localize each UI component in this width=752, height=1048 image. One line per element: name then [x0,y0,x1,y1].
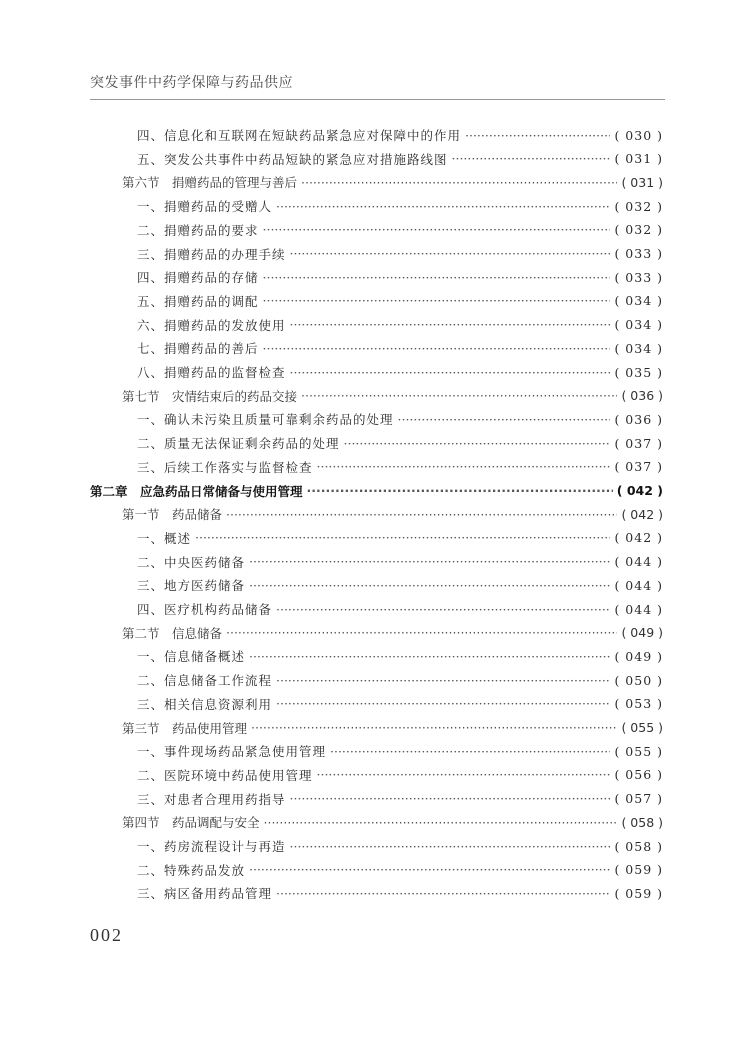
toc-entry-title: 一、事件现场药品紧急使用管理 [137,744,327,760]
toc-entry-page: ( 042 ) [621,506,663,522]
toc-entry-page: ( 036 ) [614,411,663,427]
toc-entry-page: ( 032 ) [614,198,663,214]
toc-section-row [122,718,663,738]
toc-entry-page: ( 034 ) [614,340,663,356]
toc-section-row [122,812,663,832]
toc-entry-page: ( 055 ) [614,743,663,759]
toc-item-row [137,528,663,548]
toc-entry-title: 四、医疗机构药品储备 [137,602,273,617]
toc-entry-title: 六、捐赠药品的发放使用 [137,317,286,333]
toc-leader-dots [290,246,611,261]
toc-leader-dots [290,317,611,332]
toc-leader-dots [276,673,610,688]
toc-entry-page: ( 058 ) [614,838,663,854]
toc-entry-page: ( 042 ) [614,530,663,546]
toc-entry-title: 三、地方医药储备 [137,578,246,594]
toc-leader-dots [465,128,610,143]
toc-entry-title: 第一节 药品储备 [122,507,223,523]
toc-leader-dots [249,649,610,664]
toc-item-row [137,765,663,785]
toc-item-row [137,149,663,169]
toc-entry-title: 二、信息储备工作流程 [137,673,273,689]
toc-item-row [137,670,663,690]
toc-leader-dots [249,578,610,593]
toc-leader-dots [276,602,610,617]
toc-item-row [137,267,663,287]
toc-leader-dots [301,175,617,190]
toc-entry-page: ( 050 ) [614,672,663,688]
toc-item-row [137,836,663,856]
toc-entry-title: 三、后续工作落实与监督检查 [137,459,313,475]
toc-leader-dots [301,388,617,403]
toc-item-row [137,789,663,809]
toc-leader-dots [264,815,618,830]
toc-section-row [122,386,663,406]
toc-entry-page: ( 037 ) [614,459,663,475]
toc-entry-page: ( 059 ) [614,862,663,878]
toc-entry-title: 第七节 灾情结束后的药品交接 [122,388,298,404]
toc-entry-page: ( 055 ) [621,720,663,735]
toc-entry-page: ( 036 ) [621,388,663,404]
toc-leader-dots [226,625,617,640]
toc-leader-dots [195,530,610,545]
page-number: 002 [90,925,123,945]
toc-entry-title: 二、捐赠药品的要求 [137,222,259,238]
toc-entry-title: 二、质量无法保证剩余药品的处理 [137,436,340,452]
toc-entry-page: ( 034 ) [614,317,663,333]
header-rule [90,99,665,100]
toc-entry-title: 八、捐赠药品的监督检查 [137,365,286,380]
toc-entry-title: 第四节 药品调配与安全 [122,815,260,831]
toc-leader-dots [251,720,617,735]
toc-entry-page: ( 044 ) [614,554,663,570]
toc-leader-dots [290,791,611,806]
toc-item-row [137,315,663,335]
toc-leader-dots [263,341,611,356]
toc-leader-dots [317,767,611,782]
toc-entry-title: 一、捐赠药品的受赠人 [137,199,273,215]
toc-leader-dots [317,459,611,474]
toc-entry-page: ( 044 ) [614,601,663,617]
toc-entry-page: ( 056 ) [614,767,663,783]
toc-leader-dots [276,696,610,711]
toc-entry-title: 三、对患者合理用药指导 [137,791,286,807]
toc-item-row [137,457,663,477]
toc-item-row [137,694,663,714]
toc-entry-title: 三、相关信息资源利用 [137,696,273,712]
toc-leader-dots [290,839,611,854]
toc-entry-page: ( 033 ) [614,246,663,261]
toc-item-row [137,220,663,240]
toc-item-row [137,552,663,572]
toc-leader-dots [452,151,611,166]
toc-item-row [137,433,663,453]
toc-entry-title: 一、确认未污染且质量可靠剩余药品的处理 [137,412,394,428]
toc-item-row [137,362,663,382]
toc-entry-title: 二、特殊药品发放 [137,862,246,878]
toc-entry-title: 四、捐赠药品的存储 [137,270,259,286]
toc-entry-title: 第二节 信息储备 [122,625,223,641]
toc-leader-dots [330,744,610,759]
toc-entry-title: 三、病区备用药品管理 [137,886,273,902]
toc-entry-page: ( 049 ) [614,648,663,664]
toc-entry-title: 第三节 药品使用管理 [122,720,248,736]
toc-section-row [122,172,663,192]
toc-item-row [137,291,663,311]
toc-item-row [137,196,663,216]
toc-entry-page: ( 032 ) [614,222,663,238]
toc-entry-page: ( 037 ) [614,435,663,451]
toc-entry-title: 二、医院环境中药品使用管理 [137,767,313,783]
toc-entry-page: ( 044 ) [614,577,663,593]
toc-section-row [122,623,663,643]
toc-leader-dots [249,554,610,569]
toc-leader-dots [263,293,611,308]
toc-entry-page: ( 033 ) [614,269,663,285]
toc-entry-page: ( 059 ) [614,885,663,901]
toc-entry-title: 五、捐赠药品的调配 [137,293,259,309]
toc-leader-dots [263,222,611,237]
toc-item-row [137,741,663,761]
toc-item-row [137,575,663,595]
toc-entry-page: ( 053 ) [614,696,663,712]
toc-item-row [137,883,663,903]
toc-entry-page: ( 042 ) [616,483,663,498]
toc-leader-dots [226,507,617,522]
toc-entry-page: ( 031 ) [621,174,663,190]
toc-entry-page: ( 057 ) [614,791,663,807]
toc-leader-dots [249,862,610,877]
toc-entry-title: 七、捐赠药品的善后 [137,341,259,357]
running-head: 突发事件中药学保障与药品供应 [90,75,293,91]
toc-chapter-row [90,481,663,501]
toc-entry-title: 二、中央医药储备 [137,554,246,570]
toc-item-row [137,409,663,429]
toc-leader-dots [307,483,613,498]
toc-leader-dots [344,436,611,451]
toc-item-row [137,599,663,619]
toc-entry-page: ( 034 ) [614,293,663,309]
toc-entry-title: 第二章 应急药品日常储备与使用管理 [90,483,303,499]
toc-entry-title: 一、概述 [137,530,192,546]
toc-leader-dots [398,412,611,427]
toc-item-row [137,244,663,264]
toc-item-row [137,338,663,358]
toc-entry-title: 一、信息储备概述 [137,649,246,665]
toc-leader-dots [290,365,611,380]
toc-item-row [137,860,663,880]
toc-entry-title: 三、捐赠药品的办理手续 [137,246,286,262]
toc-entry-title: 五、突发公共事件中药品短缺的紧急应对措施路线图 [137,151,448,167]
toc-leader-dots [263,270,611,285]
toc-entry-title: 四、信息化和互联网在短缺药品紧急应对保障中的作用 [137,128,462,143]
toc-leader-dots [276,199,610,214]
toc-section-row [122,504,663,524]
toc-entry-title: 一、药房流程设计与再造 [137,839,286,854]
toc-leader-dots [276,886,610,901]
toc-entry-page: ( 031 ) [614,151,663,167]
toc-entry-page: ( 058 ) [621,814,663,830]
toc-entry-page: ( 035 ) [614,364,663,380]
toc-item-row [137,125,663,145]
toc-entry-title: 第六节 捐赠药品的管理与善后 [122,175,298,191]
toc-entry-page: ( 049 ) [621,625,663,641]
toc-item-row [137,646,663,666]
toc-entry-page: ( 030 ) [614,127,663,143]
